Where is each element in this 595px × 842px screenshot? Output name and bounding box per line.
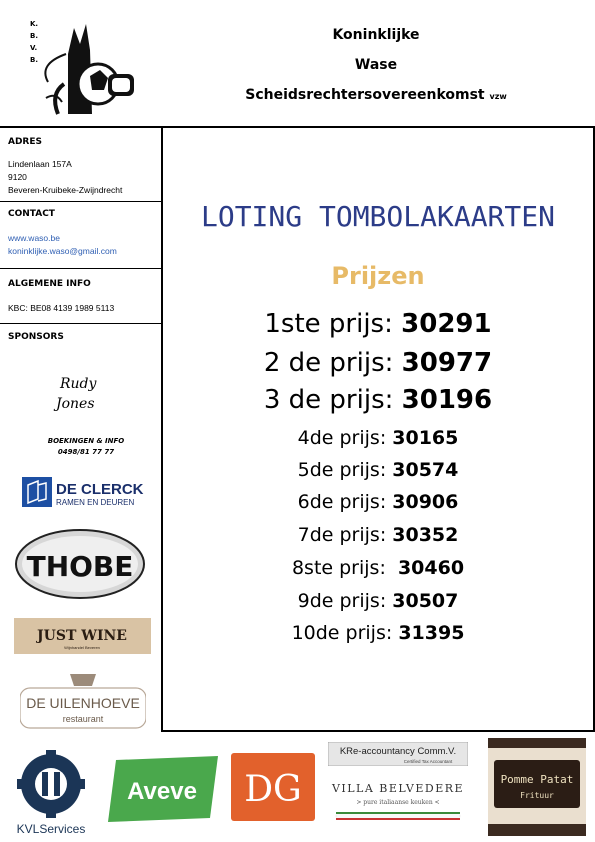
aveve-text: Aveve xyxy=(127,778,197,805)
prize-label-7: 7de prijs: xyxy=(297,524,393,546)
prize-label-3: 3 de prijs: xyxy=(263,385,402,415)
prize-row-2 xyxy=(170,348,586,378)
header-vzw-suffix: vzw xyxy=(489,92,507,101)
main-title: LOTING TOMBOLAKAARTEN xyxy=(200,200,555,233)
adres-city: Beveren-Kruibeke-Zwijndrecht xyxy=(8,185,123,195)
sponsor-aveve-logo xyxy=(106,756,222,822)
sponsor-rudy-jones-logo xyxy=(46,370,120,420)
sponsor-uilenhoeve-logo xyxy=(20,670,146,732)
sidebar-rule-3 xyxy=(0,323,161,324)
prize-label-1: 1ste prijs: xyxy=(264,309,402,339)
prize-number-9: 30507 xyxy=(392,590,459,612)
sponsor-dg-logo xyxy=(231,753,315,821)
sponsor-kvl-services-logo xyxy=(12,748,90,838)
prize-row-9 xyxy=(170,590,586,612)
pomme-sub: Frituur xyxy=(520,791,554,800)
header-line-wase: Wase xyxy=(354,57,398,73)
prize-row-1 xyxy=(170,309,586,339)
adres-postcode: 9120 xyxy=(8,172,27,182)
prize-label-5: 5de prijs: xyxy=(297,459,393,481)
sponsor-thobe-logo xyxy=(14,528,146,600)
rudy-text: Rudy xyxy=(60,376,97,392)
prize-row-4 xyxy=(170,427,586,449)
pomme-text: Pomme Patat xyxy=(500,773,574,786)
booking-label: BOEKINGEN & INFO xyxy=(47,437,125,445)
villa-text: VILLA BELVEDERE xyxy=(331,782,465,795)
kre-text: KRe-accountancy Comm.V. xyxy=(339,746,457,757)
prize-row-8 xyxy=(170,557,586,579)
declerck-sub: RAMEN EN DEUREN xyxy=(56,498,135,507)
sponsor-kre-accountancy-logo xyxy=(328,742,468,766)
prize-row-6 xyxy=(170,491,586,513)
prize-row-7 xyxy=(170,524,586,546)
prize-row-3 xyxy=(170,385,586,415)
uilenhoeve-name: DE UILENHOEVE xyxy=(26,695,140,711)
dg-text: DG xyxy=(244,769,302,810)
website-link[interactable]: www.waso.be xyxy=(8,233,60,243)
sidebar-rule-2 xyxy=(0,268,161,269)
thobe-text: THOBE xyxy=(26,550,134,583)
declerck-name: DE CLERCK xyxy=(56,481,144,498)
sponsor-just-wine-logo xyxy=(14,618,151,654)
kbvb-logo xyxy=(28,14,136,118)
prize-label-6: 6de prijs: xyxy=(297,491,393,513)
logo-letter-b: B. xyxy=(30,32,38,40)
prize-number-4: 30165 xyxy=(392,427,459,449)
prizes-heading: Prijzen xyxy=(331,262,425,290)
prize-number-3: 30196 xyxy=(401,385,493,415)
prize-number-1: 30291 xyxy=(401,309,492,339)
logo-letter-v: V. xyxy=(30,44,38,52)
booking-phone: 0498/81 77 77 xyxy=(57,448,115,456)
prize-number-7: 30352 xyxy=(392,524,459,546)
prize-number-2: 30977 xyxy=(401,348,493,378)
just-wine-text: JUST WINE xyxy=(37,628,127,644)
sponsors-heading: SPONSORS xyxy=(8,332,64,342)
header-divider xyxy=(0,126,595,128)
villa-sub: > pure italiaanse keuken < xyxy=(356,799,440,806)
kre-sub: Certified Tax Accountant xyxy=(403,759,453,764)
sponsor-pomme-patat-logo xyxy=(488,738,586,836)
adres-heading: ADRES xyxy=(8,137,42,147)
kvl-text: KVLServices xyxy=(16,822,86,836)
sponsor-villa-belvedere-logo xyxy=(326,778,470,824)
header-line-koninklijke: Koninklijke xyxy=(332,27,420,43)
prize-number-8: 30460 xyxy=(397,557,465,579)
jones-text: Jones xyxy=(56,396,95,412)
prize-label-4: 4de prijs: xyxy=(297,427,393,449)
prize-number-5: 30574 xyxy=(392,459,459,481)
main-frame-bottom xyxy=(161,730,595,732)
prize-label-10: 10de prijs: xyxy=(291,622,399,644)
logo-letter-k: K. xyxy=(30,20,39,28)
uilenhoeve-sub: restaurant xyxy=(62,714,104,724)
prize-label-8: 8ste prijs: xyxy=(291,557,398,579)
contact-block xyxy=(8,232,117,258)
header-line-organisation xyxy=(176,87,576,103)
prize-number-6: 30906 xyxy=(392,491,459,513)
email-link[interactable]: koninklijke.waso@gmail.com xyxy=(8,246,117,256)
sponsor-declerck-logo xyxy=(22,477,146,507)
logo-letter-b2: B. xyxy=(30,56,38,64)
sidebar-rule-1 xyxy=(0,201,161,202)
prize-row-10 xyxy=(170,622,586,644)
adres-block xyxy=(8,158,122,197)
sponsor-booking-info xyxy=(18,436,154,458)
bank-account: KBC: BE08 4139 1989 5113 xyxy=(8,303,115,313)
just-wine-sub: Wijnhandel Beveren xyxy=(64,645,100,650)
prize-number-10: 31395 xyxy=(398,622,465,644)
header-organisation-name: Scheidsrechtersovereenkomst xyxy=(245,87,485,103)
prize-label-2: 2 de prijs: xyxy=(263,348,402,378)
info-heading: ALGEMENE INFO xyxy=(8,279,91,289)
prize-row-5 xyxy=(170,459,586,481)
prize-label-9: 9de prijs: xyxy=(297,590,393,612)
adres-street: Lindenlaan 157A xyxy=(8,159,72,169)
sidebar-divider xyxy=(161,126,163,732)
contact-heading: CONTACT xyxy=(8,209,55,219)
